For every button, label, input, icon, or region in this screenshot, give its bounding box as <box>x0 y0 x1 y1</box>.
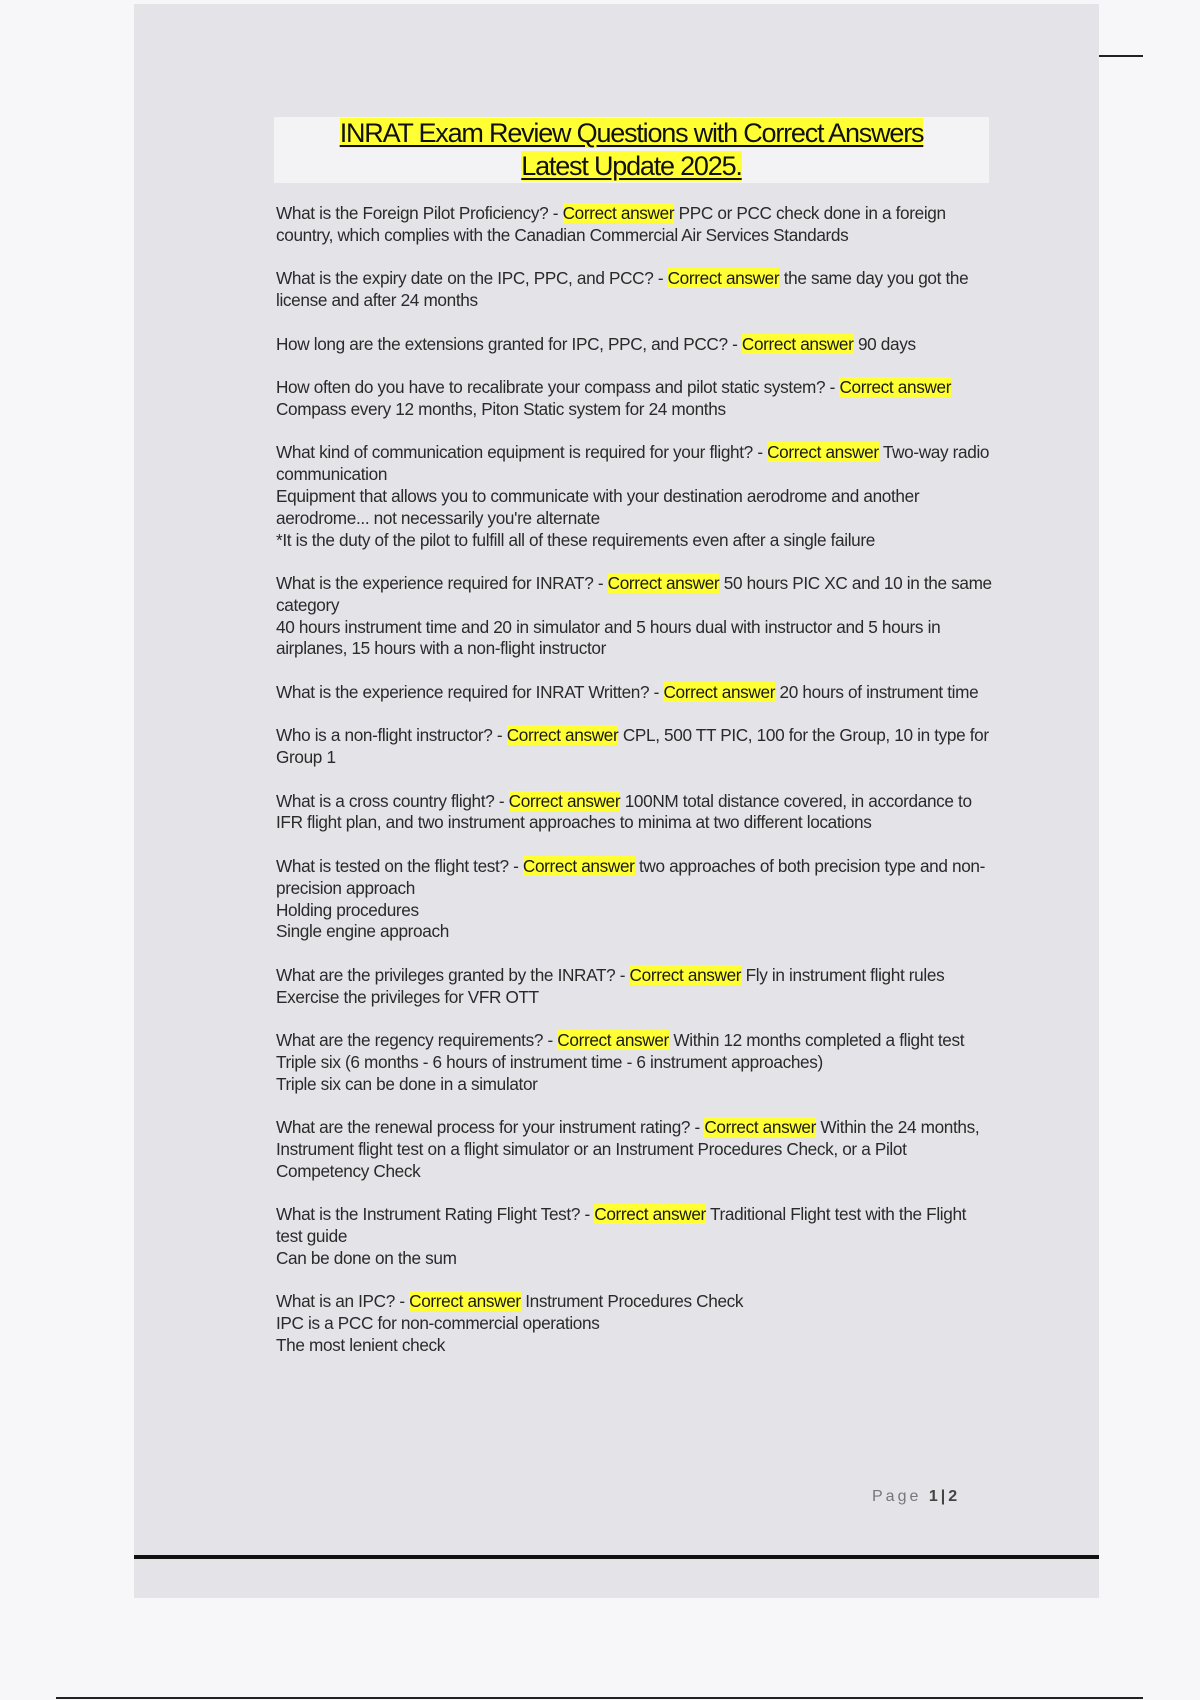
qa-item <box>276 856 992 943</box>
question-text: What is the experience required for INRAT? - <box>276 573 608 593</box>
qa-first-line <box>276 856 992 900</box>
answer-text: Within the 24 months, Instrument flight test on a flight simulator or an Instrument Procedures Check, or a Pilot Competency Check <box>276 1117 980 1181</box>
correct-answer-highlight: Correct answer <box>607 573 720 593</box>
qa-first-line <box>276 1117 992 1182</box>
answer-line: Triple six (6 months - 6 hours of instrument time - 6 instrument approaches) <box>276 1051 823 1072</box>
correct-answer-highlight: Correct answer <box>508 790 621 811</box>
correct-answer-highlight: Correct answer <box>767 442 879 463</box>
correct-answer-highlight: Correct answer <box>704 1117 816 1138</box>
qa-item <box>276 203 992 247</box>
answer-line: Can be done on the sum <box>276 1247 457 1268</box>
qa-item <box>276 334 992 356</box>
question-text: What is a cross country flight? - <box>276 790 509 811</box>
answer-text: Within 12 months completed a flight test <box>673 1030 965 1051</box>
correct-answer-highlight: Correct answer <box>522 855 635 876</box>
qa-item <box>276 268 992 312</box>
question-text: What kind of communication equipment is required for your flight? - <box>276 442 768 463</box>
question-text: What is the experience required for INRAT Written? - <box>276 681 664 702</box>
title-line-1: INRAT Exam Review Questions with Correct Answers <box>339 118 924 148</box>
answer-text: 100NM total distance covered, in accordance to IFR flight plan, and two instrument approaches to minima at two different locations <box>276 790 972 833</box>
answer-line: The most lenient check <box>276 1334 446 1355</box>
correct-answer-highlight: Correct answer <box>741 333 854 354</box>
question-text: What is tested on the flight test? - <box>276 855 523 876</box>
qa-item <box>276 1117 992 1182</box>
qa-item <box>276 791 992 835</box>
question-text: What is an IPC? - <box>276 1291 410 1312</box>
answer-line: IPC is a PCC for non-commercial operations <box>276 1313 600 1334</box>
question-text: Who is a non-flight instructor? - <box>276 725 507 746</box>
answer-text: the same day you got the license and after 24 months <box>276 268 969 311</box>
qa-first-line <box>276 1291 992 1313</box>
answer-line: Single engine approach <box>276 921 449 942</box>
answer-line: Holding procedures <box>276 899 419 920</box>
answer-text: Fly in instrument flight rules <box>745 964 945 985</box>
qa-first-line <box>276 965 992 987</box>
answer-text: PPC or PCC check done in a foreign country, which complies with the Canadian Commercial Air Services Standards <box>276 203 946 245</box>
page-separator: | <box>940 1488 949 1505</box>
qa-item <box>276 965 992 1009</box>
qa-item <box>276 1030 992 1095</box>
correct-answer-highlight: Correct answer <box>409 1291 521 1312</box>
answer-line: 40 hours instrument time and 20 in simulator and 5 hours dual with instructor and 5 hours in airplanes, 15 hours with a non-flight instructor <box>276 616 941 659</box>
qa-item <box>276 377 992 421</box>
title-line-2: Latest Update 2025. <box>521 151 742 181</box>
answer-text: CPL, 500 TT PIC, 100 for the Group, 10 in type for Group 1 <box>276 725 989 768</box>
answer-text: 50 hours PIC XC and 10 in the same category <box>276 573 992 615</box>
page-number <box>872 1488 960 1506</box>
qa-item <box>276 725 992 769</box>
question-text: How often do you have to recalibrate your compass and pilot static system? - <box>276 377 840 398</box>
qa-item <box>276 1291 992 1356</box>
qa-list <box>276 203 992 1378</box>
qa-item <box>276 573 992 660</box>
correct-answer-highlight: Correct answer <box>663 681 776 702</box>
question-text: How long are the extensions granted for IPC, PPC, and PCC? - <box>276 333 742 354</box>
qa-first-line <box>276 791 992 835</box>
answer-text: Traditional Flight test with the Flight test guide <box>276 1204 967 1247</box>
answer-text: Compass every 12 months, Piton Static system for 24 months <box>276 398 726 419</box>
qa-item <box>276 442 992 551</box>
qa-item <box>276 1204 992 1269</box>
question-text: What are the regency requirements? - <box>276 1030 558 1051</box>
correct-answer-highlight: Correct answer <box>506 725 619 746</box>
answer-text: 90 days <box>857 333 916 354</box>
qa-first-line <box>276 268 992 312</box>
correct-answer-highlight: Correct answer <box>629 964 742 985</box>
page-label: Page <box>872 1488 922 1505</box>
header-rule <box>1099 55 1143 57</box>
correct-answer-highlight: Correct answer <box>594 1204 706 1225</box>
qa-first-line <box>276 377 992 421</box>
question-text: What is the Instrument Rating Flight Test? - <box>276 1204 595 1225</box>
qa-first-line <box>276 682 992 704</box>
qa-first-line <box>276 203 992 247</box>
qa-first-line <box>276 442 992 486</box>
question-text: What is the Foreign Pilot Proficiency? - <box>276 203 563 223</box>
qa-item <box>276 682 992 704</box>
answer-line: *It is the duty of the pilot to fulfill all of these requirements even after a single failure <box>276 529 875 550</box>
correct-answer-highlight: Correct answer <box>557 1030 669 1051</box>
qa-first-line <box>276 725 992 769</box>
correct-answer-highlight: Correct answer <box>562 203 675 223</box>
answer-text: Two-way radio communication <box>276 442 990 485</box>
page-total: 2 <box>948 1488 961 1505</box>
answer-line: Triple six can be done in a simulator <box>276 1073 538 1094</box>
qa-first-line <box>276 573 992 617</box>
question-text: What is the expiry date on the IPC, PPC, and PCC? - <box>276 268 668 289</box>
answer-line: Equipment that allows you to communicate with your destination aerodrome and another aerodrome... not necessarily you're alternate <box>276 485 920 528</box>
answer-text: two approaches of both precision type and non-precision approach <box>276 855 986 898</box>
question-text: What are the privileges granted by the INRAT? - <box>276 964 630 985</box>
qa-first-line <box>276 1030 992 1052</box>
footer-rule <box>56 1697 1143 1699</box>
qa-first-line <box>276 1204 992 1248</box>
page-current: 1 <box>928 1488 941 1505</box>
page-bottom-rule <box>134 1555 1099 1559</box>
correct-answer-highlight: Correct answer <box>839 377 952 398</box>
answer-text: 20 hours of instrument time <box>779 681 979 702</box>
qa-first-line <box>276 334 992 356</box>
correct-answer-highlight: Correct answer <box>667 268 780 289</box>
document-title <box>274 117 989 183</box>
answer-line: Exercise the privileges for VFR OTT <box>276 986 539 1007</box>
question-text: What are the renewal process for your instrument rating? - <box>276 1117 705 1138</box>
answer-text: Instrument Procedures Check <box>525 1291 744 1312</box>
